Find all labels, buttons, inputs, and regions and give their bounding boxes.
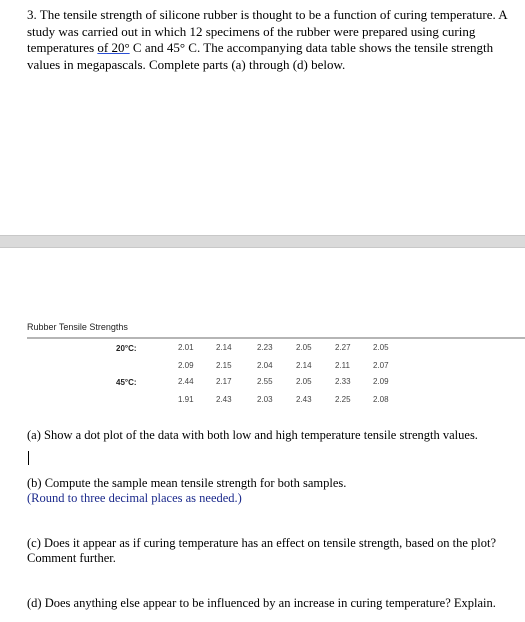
part-a-question: (a) Show a dot plot of the data with both low and high temperature tensile strength values. xyxy=(27,428,478,442)
temperature-link[interactable]: of 20° xyxy=(97,40,130,55)
table-title: Rubber Tensile Strengths xyxy=(27,322,128,332)
part-c-question: (c) Does it appear as if curing temperature has an effect on tensile strength, based on the plot? Comment further. xyxy=(27,536,497,565)
table-cell: 2.09 xyxy=(178,361,194,370)
table-cell: 2.25 xyxy=(335,395,351,404)
group-label: 20°C: xyxy=(116,344,137,353)
problem-sentence-2: C and 45° C. The accompanying data table shows the tensile strength values in megapascals. Complete parts (a) through (d) below. xyxy=(27,40,494,72)
table-cell: 2.43 xyxy=(296,395,312,404)
group-label: 45°C: xyxy=(116,378,137,387)
problem-statement xyxy=(27,7,523,73)
table-cell: 2.27 xyxy=(335,343,351,352)
table-cell: 2.44 xyxy=(178,377,194,386)
table-cell: 2.33 xyxy=(335,377,351,386)
table-cell: 2.04 xyxy=(257,361,273,370)
table-cell: 2.17 xyxy=(216,377,232,386)
part-b-question: (b) Compute the sample mean tensile strength for both samples. xyxy=(27,476,347,490)
table-cell: 2.03 xyxy=(257,395,273,404)
problem-number: 3. xyxy=(27,7,37,22)
table-cell: 2.11 xyxy=(335,361,350,370)
problem-sentence-1: The tensile strength of silicone rubber is thought to be a function of curing temperature. A study was carried out in which 12 specimens of the rubber were prepared using curing temperatures xyxy=(27,7,507,55)
table-cell: 2.05 xyxy=(296,377,312,386)
table-cell: 2.07 xyxy=(373,361,389,370)
table-cell: 2.05 xyxy=(373,343,389,352)
table-cell: 1.91 xyxy=(178,395,194,404)
table-rule xyxy=(27,337,525,339)
table-cell: 2.14 xyxy=(216,343,232,352)
section-divider[interactable] xyxy=(0,235,525,248)
table-cell: 2.43 xyxy=(216,395,232,404)
part-d-question: (d) Does anything else appear to be influenced by an increase in curing temperature? Explain. xyxy=(27,596,496,610)
table-cell: 2.01 xyxy=(178,343,194,352)
text-cursor[interactable] xyxy=(28,451,29,465)
table-cell: 2.55 xyxy=(257,377,273,386)
table-cell: 2.14 xyxy=(296,361,312,370)
table-cell: 2.15 xyxy=(216,361,232,370)
table-cell: 2.08 xyxy=(373,395,389,404)
table-cell: 2.05 xyxy=(296,343,312,352)
table-cell: 2.09 xyxy=(373,377,389,386)
table-cell: 2.23 xyxy=(257,343,273,352)
part-b-hint: (Round to three decimal places as needed.) xyxy=(27,491,242,505)
